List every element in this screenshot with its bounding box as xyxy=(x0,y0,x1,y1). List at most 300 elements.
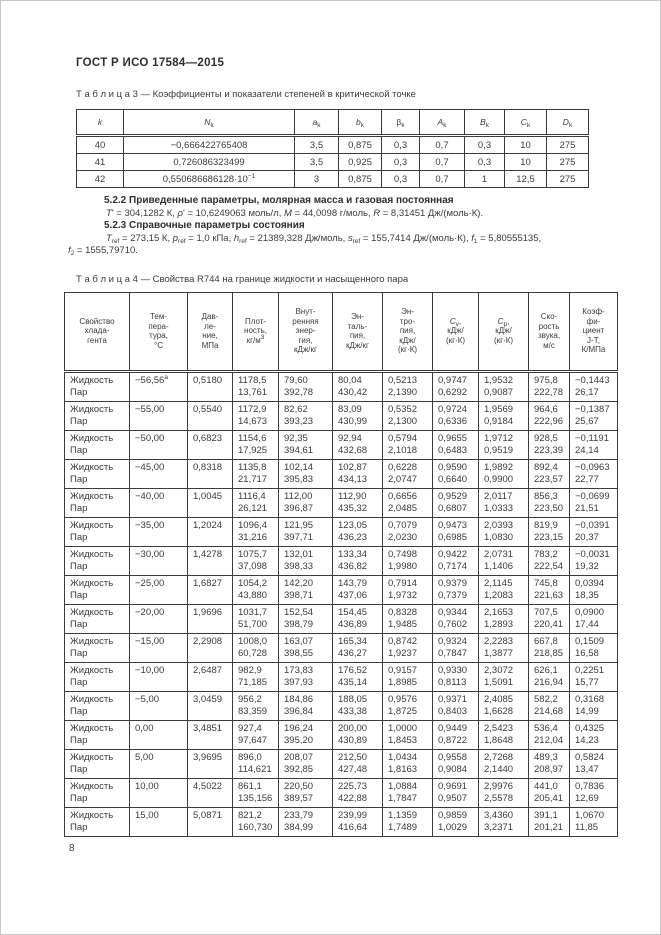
value xyxy=(193,706,230,718)
cell xyxy=(570,749,618,778)
vapor-value: 430,99 xyxy=(338,415,368,427)
value xyxy=(193,735,230,747)
cell: 3,5 xyxy=(295,136,339,154)
temperature-cell xyxy=(130,604,188,633)
liquid-value: 123,05 xyxy=(338,519,368,531)
value: 10,00 xyxy=(135,780,159,792)
table-row xyxy=(77,171,589,188)
vapor-value: 392,85 xyxy=(284,763,314,775)
phase-label-vapor: Пар xyxy=(70,531,88,543)
value: $-56,56^а$ xyxy=(135,374,168,386)
pressure-cell xyxy=(188,430,233,459)
liquid-value: 2,0117 xyxy=(484,490,513,502)
phase-label-liquid: Жидкость xyxy=(70,780,114,792)
value: 3,0459 xyxy=(193,693,223,705)
vapor-value: 1,8453 xyxy=(388,734,418,746)
vapor-value: 15,77 xyxy=(575,676,599,688)
vapor-value: 1,0333 xyxy=(484,502,514,514)
temperature-cell xyxy=(130,459,188,488)
cell xyxy=(333,691,383,720)
cell xyxy=(433,546,479,575)
vapor-value: 0,9184 xyxy=(484,415,514,427)
cell xyxy=(233,430,279,459)
cell xyxy=(279,662,333,691)
liquid-value: 208,07 xyxy=(284,751,314,763)
vapor-value: 436,89 xyxy=(338,618,368,630)
cell xyxy=(279,371,333,401)
liquid-value: 1,9892 xyxy=(484,461,514,473)
liquid-value: 0,7836 xyxy=(575,780,605,792)
vapor-value: 1,2083 xyxy=(484,589,514,601)
cell: 0,875 xyxy=(339,136,382,154)
temperature-cell xyxy=(130,807,188,836)
liquid-value: 626,1 xyxy=(534,664,558,676)
vapor-value: 21,717 xyxy=(238,473,268,485)
vapor-value: 71,185 xyxy=(238,676,268,688)
liquid-value: 0,9330 xyxy=(438,664,468,676)
cell xyxy=(433,430,479,459)
liquid-value: 745,8 xyxy=(534,577,558,589)
cell xyxy=(479,575,529,604)
table-row xyxy=(65,575,618,604)
cell xyxy=(233,575,279,604)
value xyxy=(193,764,230,776)
cell xyxy=(529,720,570,749)
phase-label-liquid: Жидкость xyxy=(70,722,114,734)
temperature-cell xyxy=(130,749,188,778)
vapor-value: 395,20 xyxy=(284,734,314,746)
liquid-value: 1075,7 xyxy=(238,548,268,560)
vapor-value: 60,728 xyxy=(238,647,268,659)
cell xyxy=(433,720,479,749)
column-header: $\beta_k$ xyxy=(382,110,420,136)
vapor-value: 212,04 xyxy=(534,734,564,746)
liquid-value: 2,2283 xyxy=(484,635,514,647)
cell: 10 xyxy=(505,154,547,171)
pressure-cell xyxy=(188,488,233,517)
vapor-value: 2,5578 xyxy=(484,792,514,804)
liquid-value: 1,0884 xyxy=(388,780,418,792)
vapor-value: 1,9732 xyxy=(388,589,418,601)
cell xyxy=(233,691,279,720)
value: 2,2908 xyxy=(193,635,223,647)
vapor-value: 397,93 xyxy=(284,676,314,688)
phase-label-vapor: Пар xyxy=(70,676,88,688)
value: 2,6487 xyxy=(193,664,223,676)
cell xyxy=(433,459,479,488)
vapor-value: 2,0485 xyxy=(388,502,418,514)
liquid-value: 441,0 xyxy=(534,780,558,792)
table-row xyxy=(65,517,618,546)
value xyxy=(135,416,185,428)
temperature-cell xyxy=(130,575,188,604)
document-title: ГОСТ Р ИСО 17584—2015 xyxy=(76,57,225,69)
cell xyxy=(529,807,570,836)
table-row xyxy=(65,807,618,836)
table-row xyxy=(65,459,618,488)
cell xyxy=(570,691,618,720)
cell xyxy=(433,575,479,604)
cell xyxy=(570,720,618,749)
liquid-value: 132,01 xyxy=(284,548,314,560)
vapor-value: 435,32 xyxy=(338,502,368,514)
vapor-value: 0,7174 xyxy=(438,560,468,572)
phase-label-liquid: Жидкость xyxy=(70,519,114,531)
phase-cell xyxy=(65,546,130,575)
column-header: Эн- тро- пия, кДж/ (кг·К) xyxy=(383,292,433,371)
vapor-value: 436,27 xyxy=(338,647,368,659)
vapor-value: 31,216 xyxy=(238,531,268,543)
phase-label-vapor: Пар xyxy=(70,386,88,398)
phase-cell xyxy=(65,691,130,720)
phase-label-vapor: Пар xyxy=(70,502,88,514)
vapor-value: 1,9980 xyxy=(388,560,418,572)
vapor-value: 434,13 xyxy=(338,473,368,485)
column-header: Ско- рость звука, м/с xyxy=(529,292,570,371)
phase-label-liquid: Жидкость xyxy=(70,809,114,821)
vapor-value: 218,85 xyxy=(534,647,564,659)
vapor-value: 18,35 xyxy=(575,589,599,601)
pressure-cell xyxy=(188,691,233,720)
phase-cell xyxy=(65,604,130,633)
vapor-value: 223,39 xyxy=(534,444,564,456)
cell: 12,5 xyxy=(505,171,547,188)
cell: 10 xyxy=(505,136,547,154)
phase-label-vapor: Пар xyxy=(70,734,88,746)
value: 1,9696 xyxy=(193,606,223,618)
vapor-value: 394,61 xyxy=(284,444,314,456)
cell xyxy=(333,488,383,517)
liquid-value: 1096,4 xyxy=(238,519,268,531)
table-row xyxy=(77,136,589,154)
liquid-value: 2,4085 xyxy=(484,693,514,705)
liquid-value: 896,0 xyxy=(238,751,262,763)
phase-cell xyxy=(65,778,130,807)
vapor-value: 0,9900 xyxy=(484,473,514,485)
table-row xyxy=(65,430,618,459)
table4-header-row xyxy=(65,292,618,371)
cell xyxy=(570,633,618,662)
vapor-value: 114,621 xyxy=(238,763,272,775)
vapor-value: 223,50 xyxy=(534,502,564,514)
vapor-value: 0,9507 xyxy=(438,792,468,804)
vapor-value: 1,8648 xyxy=(484,734,514,746)
cell xyxy=(233,459,279,488)
cell xyxy=(383,604,433,633)
liquid-value: 1172,9 xyxy=(238,403,267,415)
vapor-value: 160,730 xyxy=(238,821,273,833)
cell xyxy=(529,517,570,546)
liquid-value: 1,9569 xyxy=(484,403,514,415)
cell xyxy=(570,371,618,401)
cell xyxy=(333,459,383,488)
cell xyxy=(529,749,570,778)
table-row xyxy=(65,488,618,517)
cell xyxy=(479,488,529,517)
cell xyxy=(433,371,479,401)
value: 5,00 xyxy=(135,751,154,763)
vapor-value: 1,8725 xyxy=(388,705,418,717)
cell xyxy=(433,604,479,633)
column-header: $C_v$, кДж/ (кг·К) xyxy=(433,292,479,371)
cell xyxy=(479,430,529,459)
vapor-value: 1,0830 xyxy=(484,531,514,543)
table-row xyxy=(65,720,618,749)
liquid-value: 1,1359 xyxy=(388,809,418,821)
liquid-value: 0,9449 xyxy=(438,722,468,734)
phase-label-liquid: Жидкость xyxy=(70,490,114,502)
vapor-value: 0,6483 xyxy=(438,444,468,456)
cell xyxy=(333,371,383,401)
liquid-value: −0,0963 xyxy=(575,461,610,473)
cell xyxy=(279,604,333,633)
cell xyxy=(279,459,333,488)
liquid-value: 964,6 xyxy=(534,403,558,415)
cell xyxy=(433,749,479,778)
cell xyxy=(529,546,570,575)
liquid-value: 0,7079 xyxy=(388,519,418,531)
liquid-value: 0,3168 xyxy=(575,693,605,705)
cell: 0,7 xyxy=(420,171,465,188)
cell xyxy=(570,488,618,517)
vapor-value: 396,84 xyxy=(284,705,314,717)
value xyxy=(135,590,185,602)
value: 4,5022 xyxy=(193,780,223,792)
cell xyxy=(479,778,529,807)
vapor-value: 37,098 xyxy=(238,560,268,572)
section-5-2-3 xyxy=(64,220,617,258)
liquid-value: 143,79 xyxy=(338,577,368,589)
cell xyxy=(333,749,383,778)
page-number: 8 xyxy=(69,842,75,854)
vapor-value: 427,48 xyxy=(338,763,368,775)
cell: 1 xyxy=(465,171,505,188)
liquid-value: 121,95 xyxy=(284,519,314,531)
value xyxy=(135,619,185,631)
liquid-value: 1,0000 xyxy=(388,722,418,734)
cell xyxy=(279,430,333,459)
table-row xyxy=(65,691,618,720)
page-content xyxy=(64,1,617,854)
value xyxy=(193,503,230,515)
cell xyxy=(233,517,279,546)
vapor-value: 26,17 xyxy=(575,386,599,398)
cell xyxy=(333,662,383,691)
liquid-value: −0,1387 xyxy=(575,403,610,415)
vapor-value: 398,71 xyxy=(284,589,314,601)
liquid-value: 165,34 xyxy=(338,635,368,647)
vapor-value: 437,06 xyxy=(338,589,368,601)
liquid-value: 819,9 xyxy=(534,519,558,531)
cell xyxy=(333,430,383,459)
vapor-value: 16,58 xyxy=(575,647,599,659)
value xyxy=(135,474,185,486)
column-header: Эн- таль- пия, кДж/кг xyxy=(333,292,383,371)
cell xyxy=(433,401,479,430)
liquid-value: 0,9324 xyxy=(438,635,468,647)
value xyxy=(193,619,230,631)
vapor-value: 395,83 xyxy=(284,473,314,485)
liquid-value: 80,04 xyxy=(338,374,362,386)
liquid-value: 0,9379 xyxy=(438,577,468,589)
cell xyxy=(529,778,570,807)
value xyxy=(193,387,230,399)
value: −55,00 xyxy=(135,403,165,415)
cell xyxy=(529,691,570,720)
phase-label-liquid: Жидкость xyxy=(70,548,114,560)
liquid-value: 112,00 xyxy=(284,490,313,502)
pressure-cell xyxy=(188,575,233,604)
phase-cell xyxy=(65,371,130,401)
liquid-value: 0,5824 xyxy=(575,751,605,763)
liquid-value: 225,73 xyxy=(338,780,368,792)
cell: 0,7 xyxy=(420,154,465,171)
table-row xyxy=(65,546,618,575)
vapor-value: 1,8163 xyxy=(388,763,418,775)
sections xyxy=(64,195,617,258)
liquid-value: 239,99 xyxy=(338,809,368,821)
vapor-value: 1,9485 xyxy=(388,618,418,630)
cell xyxy=(570,401,618,430)
section-5-2-2 xyxy=(64,195,617,220)
vapor-value: 220,41 xyxy=(534,618,564,630)
phase-label-liquid: Жидкость xyxy=(70,693,114,705)
table-row xyxy=(65,371,618,401)
value: 0,5180 xyxy=(193,374,223,386)
vapor-value: 416,64 xyxy=(338,821,368,833)
vapor-value: 392,78 xyxy=(284,386,314,398)
liquid-value: 975,8 xyxy=(534,374,558,386)
cell xyxy=(383,691,433,720)
liquid-value: 0,5352 xyxy=(388,403,418,415)
liquid-value: 233,79 xyxy=(284,809,314,821)
column-header: $N_k$ xyxy=(124,110,295,136)
cell xyxy=(233,807,279,836)
cell: 0,3 xyxy=(465,136,505,154)
cell: 41 xyxy=(77,154,124,171)
vapor-value: 0,9519 xyxy=(484,444,514,456)
vapor-value: 2,0747 xyxy=(388,473,418,485)
value: −35,00 xyxy=(135,519,165,531)
cell xyxy=(233,720,279,749)
value xyxy=(135,561,185,573)
table-row xyxy=(65,778,618,807)
cell xyxy=(279,691,333,720)
value xyxy=(193,445,230,457)
vapor-value: 221,63 xyxy=(534,589,564,601)
column-header: $D_k$ xyxy=(547,110,589,136)
value xyxy=(135,503,185,515)
cell xyxy=(233,633,279,662)
liquid-value: 2,1145 xyxy=(484,577,513,589)
vapor-value: 13,761 xyxy=(238,386,268,398)
vapor-value: 223,15 xyxy=(534,531,564,543)
liquid-value: 1,0434 xyxy=(388,751,418,763)
value: −20,00 xyxy=(135,606,165,618)
vapor-value: 389,57 xyxy=(284,792,314,804)
vapor-value: 21,51 xyxy=(575,502,599,514)
table3 xyxy=(76,109,589,188)
column-header: Внут- ренняя энер- гия, кДж/кг xyxy=(279,292,333,371)
vapor-value: 222,78 xyxy=(534,386,564,398)
cell xyxy=(433,662,479,691)
phase-cell xyxy=(65,575,130,604)
vapor-value: 12,69 xyxy=(575,792,599,804)
phase-label-vapor: Пар xyxy=(70,792,88,804)
liquid-value: 0,9576 xyxy=(388,693,418,705)
value xyxy=(135,387,185,399)
cell xyxy=(570,778,618,807)
liquid-value: 0,1509 xyxy=(575,635,605,647)
liquid-value: 982,9 xyxy=(238,664,262,676)
vapor-value: 1,3877 xyxy=(484,647,514,659)
cell: 0,875 xyxy=(339,171,382,188)
cell xyxy=(479,546,529,575)
liquid-value: 0,9590 xyxy=(438,461,468,473)
cell xyxy=(383,546,433,575)
vapor-value: 3,2371 xyxy=(484,821,514,833)
vapor-value: 1,6628 xyxy=(484,705,514,717)
liquid-value: 92,35 xyxy=(284,432,308,444)
table3-caption: Т а б л и ц а 3 — Коэффициенты и показатели степеней в критической точке xyxy=(76,89,416,100)
vapor-value: 397,71 xyxy=(284,531,314,543)
cell xyxy=(233,371,279,401)
phase-label-liquid: Жидкость xyxy=(70,751,114,763)
liquid-value: 176,52 xyxy=(338,664,368,676)
vapor-value: 205,41 xyxy=(534,792,564,804)
vapor-value: 25,67 xyxy=(575,415,599,427)
vapor-value: 43,880 xyxy=(238,589,268,601)
value: 5,0871 xyxy=(193,809,223,821)
value xyxy=(193,532,230,544)
value xyxy=(193,561,230,573)
cell xyxy=(383,371,433,401)
cell xyxy=(433,691,479,720)
liquid-value: 152,54 xyxy=(284,606,314,618)
cell xyxy=(383,488,433,517)
liquid-value: 163,07 xyxy=(284,635,314,647)
table-row xyxy=(77,154,589,171)
phase-label-liquid: Жидкость xyxy=(70,461,114,473)
vapor-value: 0,8722 xyxy=(438,734,468,746)
table4 xyxy=(64,292,618,837)
liquid-value: −0,1443 xyxy=(575,374,610,386)
pressure-cell xyxy=(188,371,233,401)
phase-label-vapor: Пар xyxy=(70,821,88,833)
cell xyxy=(433,488,479,517)
liquid-value: 667,8 xyxy=(534,635,558,647)
liquid-value: 1,9712 xyxy=(484,432,514,444)
vapor-value: 135,156 xyxy=(238,792,273,804)
liquid-value: 2,5423 xyxy=(484,722,514,734)
vapor-value: 0,8403 xyxy=(438,705,468,717)
cell xyxy=(333,517,383,546)
vapor-value: 223,57 xyxy=(534,473,564,485)
liquid-value: 0,0394 xyxy=(575,577,605,589)
liquid-value: 956,2 xyxy=(238,693,262,705)
cell xyxy=(479,720,529,749)
value: −40,00 xyxy=(135,490,165,502)
cell xyxy=(333,778,383,807)
liquid-value: 0,9655 xyxy=(438,432,468,444)
vapor-value: 2,0230 xyxy=(388,531,418,543)
phase-label-liquid: Жидкость xyxy=(70,635,114,647)
cell xyxy=(333,575,383,604)
vapor-value: 0,6807 xyxy=(438,502,468,514)
cell xyxy=(529,371,570,401)
vapor-value: 1,5091 xyxy=(484,676,514,688)
phase-label-vapor: Пар xyxy=(70,473,88,485)
